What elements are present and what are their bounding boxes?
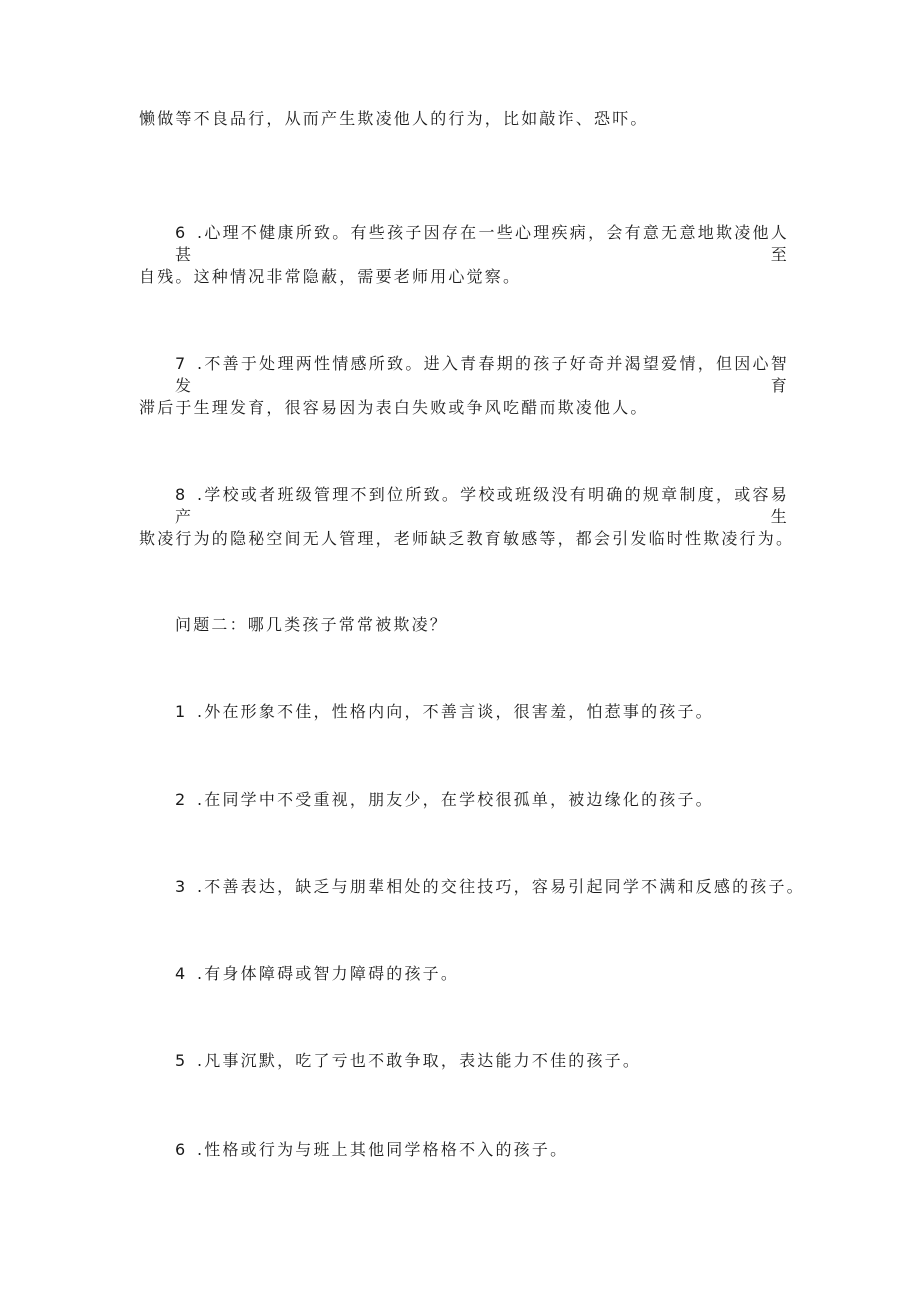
list-item xyxy=(175,1050,789,1072)
list-item-text: .有身体障碍或智力障碍的孩子。 xyxy=(197,964,460,983)
list-item xyxy=(175,876,805,898)
list-item-text: .外在形象不佳，性格内向，不善言谈，很害羞，怕惹事的孩子。 xyxy=(197,702,714,721)
list-item-text: .性格或行为与班上其他同学格格不入的孩子。 xyxy=(197,1140,569,1159)
list-item-text: .凡事沉默，吃了亏也不敢争取，表达能力不佳的孩子。 xyxy=(197,1051,642,1070)
list-item-number: 1 xyxy=(175,702,186,721)
cause-8-number: 8 xyxy=(175,485,186,504)
cause-6-line-1 xyxy=(175,222,789,266)
cause-7-line-1 xyxy=(175,353,789,397)
list-item-text: .在同学中不受重视，朋友少，在学校很孤单，被边缘化的孩子。 xyxy=(197,790,714,809)
cause-8-line-2: 欺凌行为的隐秘空间无人管理，老师缺乏教育敏感等，都会引发临时性欺凌行为。 xyxy=(139,529,795,548)
list-item-number: 6 xyxy=(175,1140,186,1159)
list-item xyxy=(175,701,789,723)
paragraph-continuation-line: 懒做等不良品行，从而产生欺凌他人的行为，比如敲诈、恐吓。 xyxy=(139,109,649,128)
list-item-number: 3 xyxy=(175,877,186,896)
list-item xyxy=(175,1139,789,1161)
question-2-heading: 问题二：哪几类孩子常常被欺凌？ xyxy=(175,615,449,634)
cause-7-number: 7 xyxy=(175,354,186,373)
cause-7-line-2: 滞后于生理发育，很容易因为表白失败或争风吃醋而欺凌他人。 xyxy=(139,398,649,417)
list-item-text: .不善表达，缺乏与朋辈相处的交往技巧，容易引起同学不满和反感的孩子。 xyxy=(197,877,805,896)
list-item-number: 5 xyxy=(175,1051,186,1070)
list-item xyxy=(175,789,789,811)
cause-8-line-1 xyxy=(175,484,789,528)
cause-6-text-1: .心理不健康所致。有些孩子因存在一些心理疾病，会有意无意地欺凌他人甚至 xyxy=(175,223,789,264)
cause-6-line-2: 自残。这种情况非常隐蔽，需要老师用心觉察。 xyxy=(139,267,522,286)
list-item xyxy=(175,963,789,985)
cause-8-text-1: .学校或者班级管理不到位所致。学校或班级没有明确的规章制度，或容易产生 xyxy=(175,485,789,526)
list-item-number: 2 xyxy=(175,790,186,809)
cause-7-text-1: .不善于处理两性情感所致。进入青春期的孩子好奇并渴望爱情，但因心智发育 xyxy=(175,354,789,395)
list-item-number: 4 xyxy=(175,964,186,983)
cause-6-number: 6 xyxy=(175,223,186,242)
